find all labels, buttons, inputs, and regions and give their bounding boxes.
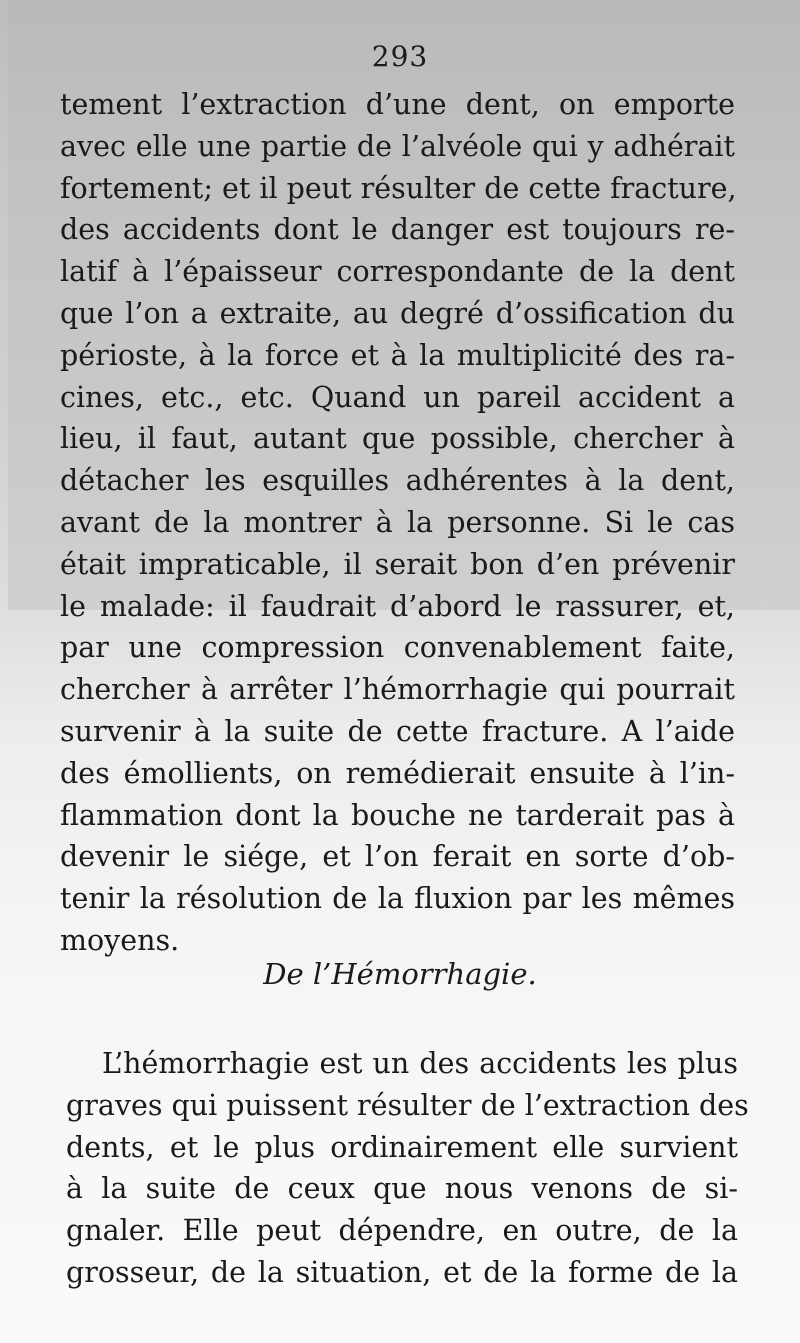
text-line: à la suite de ceux que nous venons de si- <box>66 1172 738 1206</box>
text-line: dents, et le plus ordinairement elle survient <box>66 1130 738 1164</box>
text-line: périoste, à la force et à la multiplicité des ra- <box>60 338 735 372</box>
text-line: que l’on a extraite, au degré d’ossification du <box>60 296 735 330</box>
paragraph-continuation <box>60 84 735 962</box>
text-line: flammation dont la bouche ne tarderait pas à <box>60 798 735 832</box>
text-line: des accidents dont le danger est toujours re- <box>60 213 735 247</box>
text-line: avant de la montrer à la personne. Si le cas <box>60 505 735 539</box>
text-line: latif à l’épaisseur correspondante de la dent <box>60 255 735 289</box>
text-line: détacher les esquilles adhérentes à la dent, <box>60 464 735 498</box>
text-line: graves qui puissent résulter de l’extraction des <box>66 1088 749 1122</box>
text-line: avec elle une partie de l’alvéole qui y adhérait <box>60 129 735 163</box>
text-line: des émollients, on remédierait ensuite à l’in- <box>60 756 735 790</box>
text-line: le malade: il faudrait d’abord le rassurer, et, <box>60 589 735 623</box>
text-line: gnaler. Elle peut dépendre, en outre, de la <box>66 1214 738 1248</box>
page-number: 293 <box>371 40 429 73</box>
section-heading: De l’Hémorrhagie. <box>263 957 537 991</box>
text-line: moyens. <box>60 923 180 957</box>
text-line: tenir la résolution de la fluxion par les mêmes <box>60 882 735 916</box>
paragraph-hemorrhagie <box>66 1043 749 1294</box>
text-line: lieu, il faut, autant que possible, chercher à <box>60 422 735 456</box>
text-line: devenir le siége, et l’on ferait en sorte d’ob- <box>60 840 735 874</box>
text-line: tement l’extraction d’une dent, on emporte <box>60 88 735 121</box>
text-line: cines, etc., etc. Quand un pareil accident a <box>60 380 735 414</box>
text-line: fortement; et il peut résulter de cette fracture, <box>60 171 737 205</box>
text-line: par une compression convenablement faite, <box>60 631 735 665</box>
text-line: grosseur, de la situation, et de la forme de la <box>66 1255 738 1289</box>
text-line: survenir à la suite de cette fracture. A l’aide <box>60 714 735 748</box>
text-line: L’hémorrhagie est un des accidents les plus <box>102 1047 738 1080</box>
text-line: chercher à arrêter l’hémorrhagie qui pourrait <box>60 673 735 707</box>
text-line: était impraticable, il serait bon d’en prévenir <box>60 547 735 581</box>
